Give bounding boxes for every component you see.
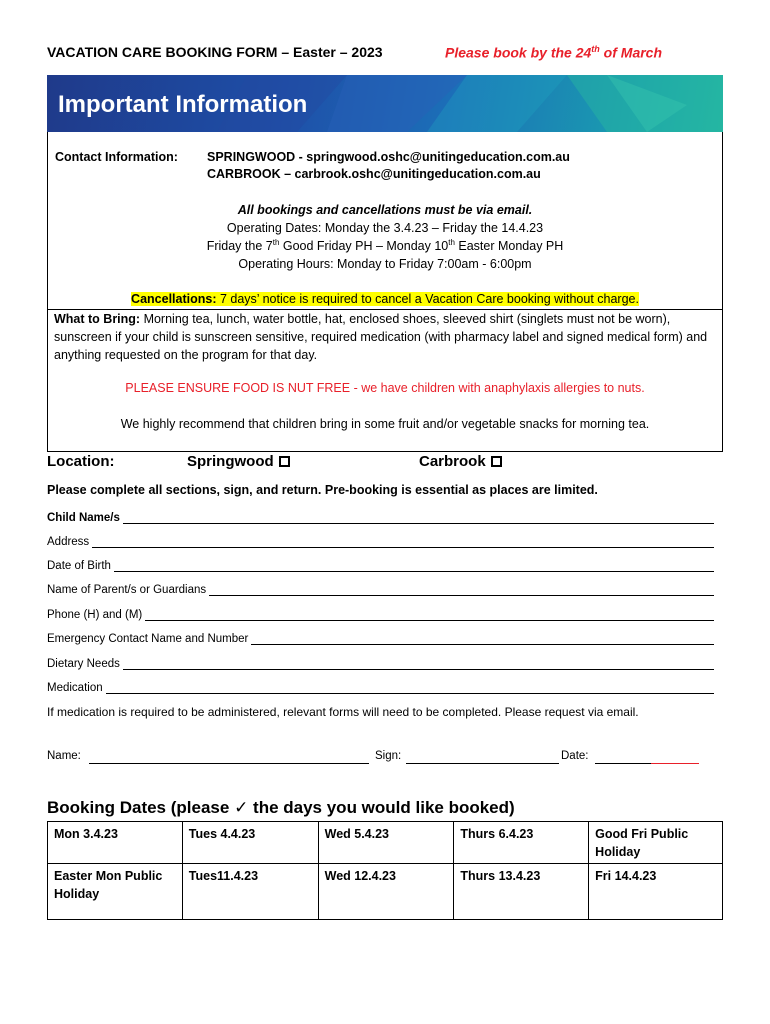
table-row [48,864,723,920]
important-info-banner [47,75,723,132]
date-line[interactable] [595,763,651,764]
booking-day-cell[interactable]: Fri 14.4.23 [589,864,723,920]
dob-field[interactable] [47,556,714,572]
parents-line[interactable] [209,584,714,596]
dob-label: Date of Birth [47,560,111,572]
child-name-label: Child Name/s [47,512,120,524]
bring-text: Morning tea, lunch, water bottle, hat, enclosed shoes, sleeved shirt (singlets must not be worn), sunscreen if your child is sunscreen sensitive, required medication (with pharmacy label and signed medical form) and anything requested on the program for that day. [54,312,708,362]
child-name-field[interactable] [47,508,714,524]
ph-text-a: Friday the 7 [206,239,273,254]
address-field[interactable] [47,532,714,548]
form-title: VACATION CARE BOOKING FORM – Easter – 2023 [47,44,383,60]
form-header [47,44,737,66]
bookings-note: All bookings and cancellations must be via email. [237,203,533,217]
child-name-line[interactable] [123,512,714,524]
booking-day-cell[interactable]: Wed 5.4.23 [318,822,454,864]
phone-line[interactable] [145,609,714,621]
operating-hours: Operating Hours: Monday to Friday 7:00am - 6:00pm [238,257,532,271]
booking-dates-title [47,798,515,818]
medication-field[interactable] [47,678,714,694]
deadline-month: of March [599,44,663,61]
banner-title: Important Information [58,91,308,118]
location-springwood-option[interactable] [187,453,290,470]
carbrook-label: Carbrook [419,453,486,470]
deadline-suffix: th [591,44,600,54]
what-to-bring [54,310,718,364]
nut-free-warning: PLEASE ENSURE FOOD IS NUT FREE - we have children with anaphylaxis allergies to nuts. [125,381,645,395]
name-label: Name: [47,750,81,762]
cancellations-text: 7 days’ notice is required to cancel a Vacation Care booking without charge. [216,292,639,306]
address-label: Address [47,536,90,548]
booking-dates-table [47,821,723,920]
ph-text-c: Easter Monday PH [454,239,564,254]
booking-day-cell[interactable]: Tues 4.4.23 [182,822,318,864]
ph-text-b: Good Friday PH – Monday 10 [279,239,449,254]
contact-carbrook: CARBROOK – carbrook.oshc@unitingeducation.com.au [207,167,541,181]
parents-field[interactable] [47,580,714,596]
cancellations [47,292,723,306]
tick-icon: ✓ [234,798,249,817]
medication-label: Medication [47,682,103,694]
booking-title-post: the days you would like booked) [248,798,515,817]
location-label: Location: [47,453,115,470]
emergency-contact-line[interactable] [251,633,714,645]
public-holidays [47,238,723,253]
dob-line[interactable] [114,560,714,572]
name-line[interactable] [89,763,369,764]
dietary-field[interactable] [47,654,714,670]
sign-label: Sign: [375,750,402,762]
booking-day-cell[interactable]: Mon 3.4.23 [48,822,183,864]
booking-day-cell[interactable]: Tues11.4.23 [182,864,318,920]
date-line-end[interactable] [651,763,699,764]
phone-field[interactable] [47,605,714,621]
dietary-label: Dietary Needs [47,658,120,670]
location-carbrook-option[interactable] [419,453,502,470]
sign-line[interactable] [406,763,559,764]
medication-note: If medication is required to be administered, relevant forms will need to be completed. Please request via email. [47,705,639,719]
contact-label: Contact Information: [55,150,178,164]
parents-label: Name of Parent/s or Guardians [47,584,207,596]
booking-day-cell[interactable]: Thurs 13.4.23 [454,864,589,920]
booking-day-cell[interactable]: Good Fri Public Holiday [589,822,723,864]
address-line[interactable] [92,536,714,548]
ph-sup-b: th [448,238,455,247]
ph-sup-a: th [272,238,280,247]
cancellations-label: Cancellations: [131,292,217,306]
table-row [48,822,723,864]
deadline-text: Please book by the 24 [445,44,592,61]
booking-day-cell[interactable]: Thurs 6.4.23 [454,822,589,864]
booking-day-cell[interactable]: Wed 12.4.23 [318,864,454,920]
emergency-contact-label: Emergency Contact Name and Number [47,633,249,645]
springwood-checkbox[interactable] [279,456,290,467]
dietary-line[interactable] [123,658,714,670]
operating-dates: Operating Dates: Monday the 3.4.23 – Friday the 14.4.23 [226,221,544,235]
medication-line[interactable] [106,682,714,694]
booking-title-pre: Booking Dates (please [47,798,235,817]
snack-recommendation: We highly recommend that children bring in some fruit and/or vegetable snacks for morning tea. [120,417,650,431]
bring-label: What to Bring: [54,312,141,326]
emergency-contact-field[interactable] [47,629,714,645]
contact-springwood: SPRINGWOOD - springwood.oshc@unitingeducation.com.au [207,150,570,164]
springwood-label: Springwood [187,453,274,470]
instructions: Please complete all sections, sign, and return. Pre-booking is essential as places are limited. [47,483,598,497]
phone-label: Phone (H) and (M) [47,609,143,621]
date-label: Date: [561,750,589,762]
booking-deadline [445,44,662,61]
carbrook-checkbox[interactable] [491,456,502,467]
booking-day-cell[interactable]: Easter Mon Public Holiday [48,864,183,920]
cancellations-highlight [131,292,639,306]
